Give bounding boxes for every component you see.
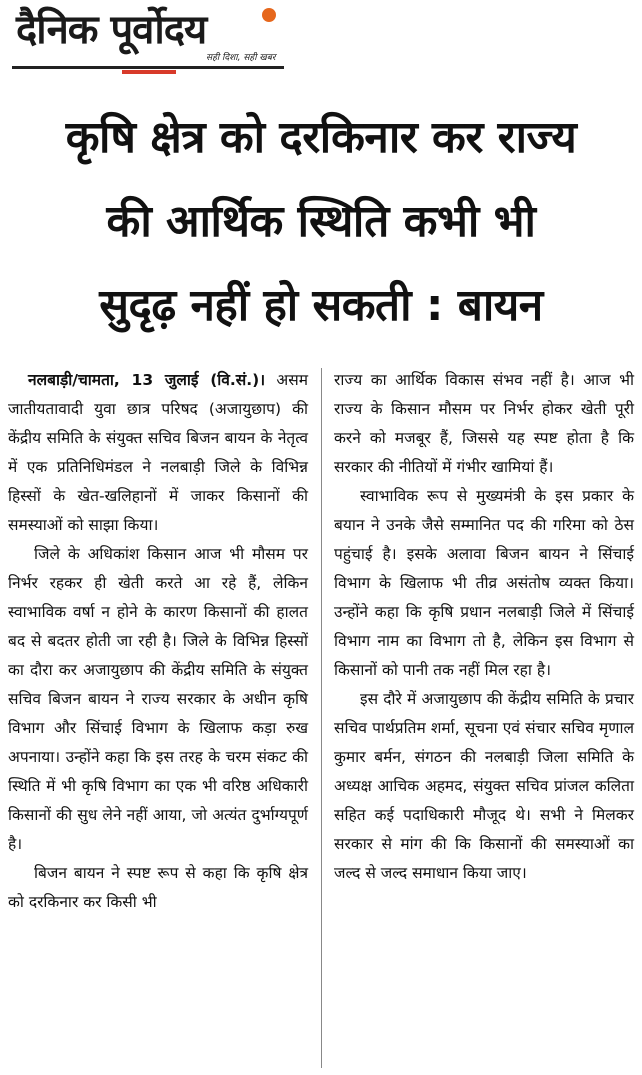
headline-line-2: की आर्थिक स्थिति कभी भी — [106, 196, 536, 247]
article-column-left — [8, 366, 308, 917]
article-paragraph: जिले के अधिकांश किसान आज भी मौसम पर निर्भर रहकर ही खेती करते आ रहे हैं, लेकिन स्वाभाविक वर्षा न होने के कारण किसानों की हालत बद से बदतर होती जा रही है। जिले के विभिन्न हिस्सों का दौरा कर अजायुछाप की केंद्रीय समिति के संयुक्त सचिव बिजन बायन ने राज्य सरकार के अधीन कृषि विभाग और सिंचाई विभाग के खिलाफ कड़ा रुख अपनाया। उन्होंने कहा कि इस तरह के चरम संकट की स्थिति में भी कृषि विभाग का एक भी वरिष्ठ अधिकारी किसानों की सुध लेने नहीं आया, जो अत्यंत दुर्भाग्यपूर्ण है। — [8, 545, 308, 853]
newspaper-tagline: सही दिशा, सही खबर — [206, 53, 276, 63]
masthead-rule — [12, 66, 284, 69]
article-paragraph — [8, 366, 308, 540]
logo-dot-icon — [262, 8, 276, 22]
article-dateline: नलबाड़ी/चामता, 13 जुलाई (वि.सं.)। — [28, 371, 266, 389]
article-column-right — [334, 366, 634, 888]
article-paragraph: बिजन बायन ने स्पष्ट रूप से कहा कि कृषि क्षेत्र को दरकिनार कर किसी भी — [8, 864, 308, 911]
newspaper-logo: दैनिक पूर्वोदय — [16, 7, 207, 53]
masthead-red-bar — [122, 70, 176, 74]
article-headline — [0, 96, 642, 348]
masthead — [10, 0, 286, 76]
column-divider — [321, 368, 322, 1068]
headline-line-1: कृषि क्षेत्र को दरकिनार कर राज्य — [65, 112, 577, 163]
article-paragraph: राज्य का आर्थिक विकास संभव नहीं है। आज भी राज्य के किसान मौसम पर निर्भर होकर खेती पूरी करने को मजबूर हैं, जिससे यह स्पष्ट होता है कि सरकार की नीतियों में गंभीर खामियां हैं। — [334, 371, 634, 476]
article-paragraph: इस दौरे में अजायुछाप की केंद्रीय समिति के प्रचार सचिव पार्थप्रतिम शर्मा, सूचना एवं संचार सचिव मृणाल कुमार बर्मन, संगठन की नलबाड़ी जिला समिति के अध्यक्ष आचिक अहमद, संयुक्त सचिव प्रांजल कलिता सहित कई पदाधिकारी मौजूद थे। सभी ने मिलकर सरकार से मांग की कि किसानों की समस्याओं का जल्द से जल्द समाधान किया जाए। — [334, 690, 634, 882]
paragraph-text: असम जातीयतावादी युवा छात्र परिषद (अजायुछाप) की केंद्रीय समिति के संयुक्त सचिव बिजन बायन के नेतृत्व में एक प्रतिनिधिमंडल ने नलबाड़ी जिले के विभिन्न हिस्सों के खेत-खलिहानों में जाकर किसानों की समस्याओं को साझा किया। — [8, 371, 308, 534]
headline-line-3: सुदृढ़ नहीं हो सकती : बायन — [99, 280, 543, 331]
article-paragraph: स्वाभाविक रूप से मुख्यमंत्री के इस प्रकार के बयान ने उनके जैसे सम्मानित पद की गरिमा को ठेस पहुंचाई है। इसके अलावा बिजन बायन ने सिंचाई विभाग के खिलाफ भी तीव्र असंतोष व्यक्त किया। उन्होंने कहा कि कृषि प्रधान नलबाड़ी जिले में सिंचाई विभाग नाम का विभाग तो है, लेकिन इस विभाग से किसानों को पानी तक नहीं मिल रहा है। — [334, 487, 634, 679]
